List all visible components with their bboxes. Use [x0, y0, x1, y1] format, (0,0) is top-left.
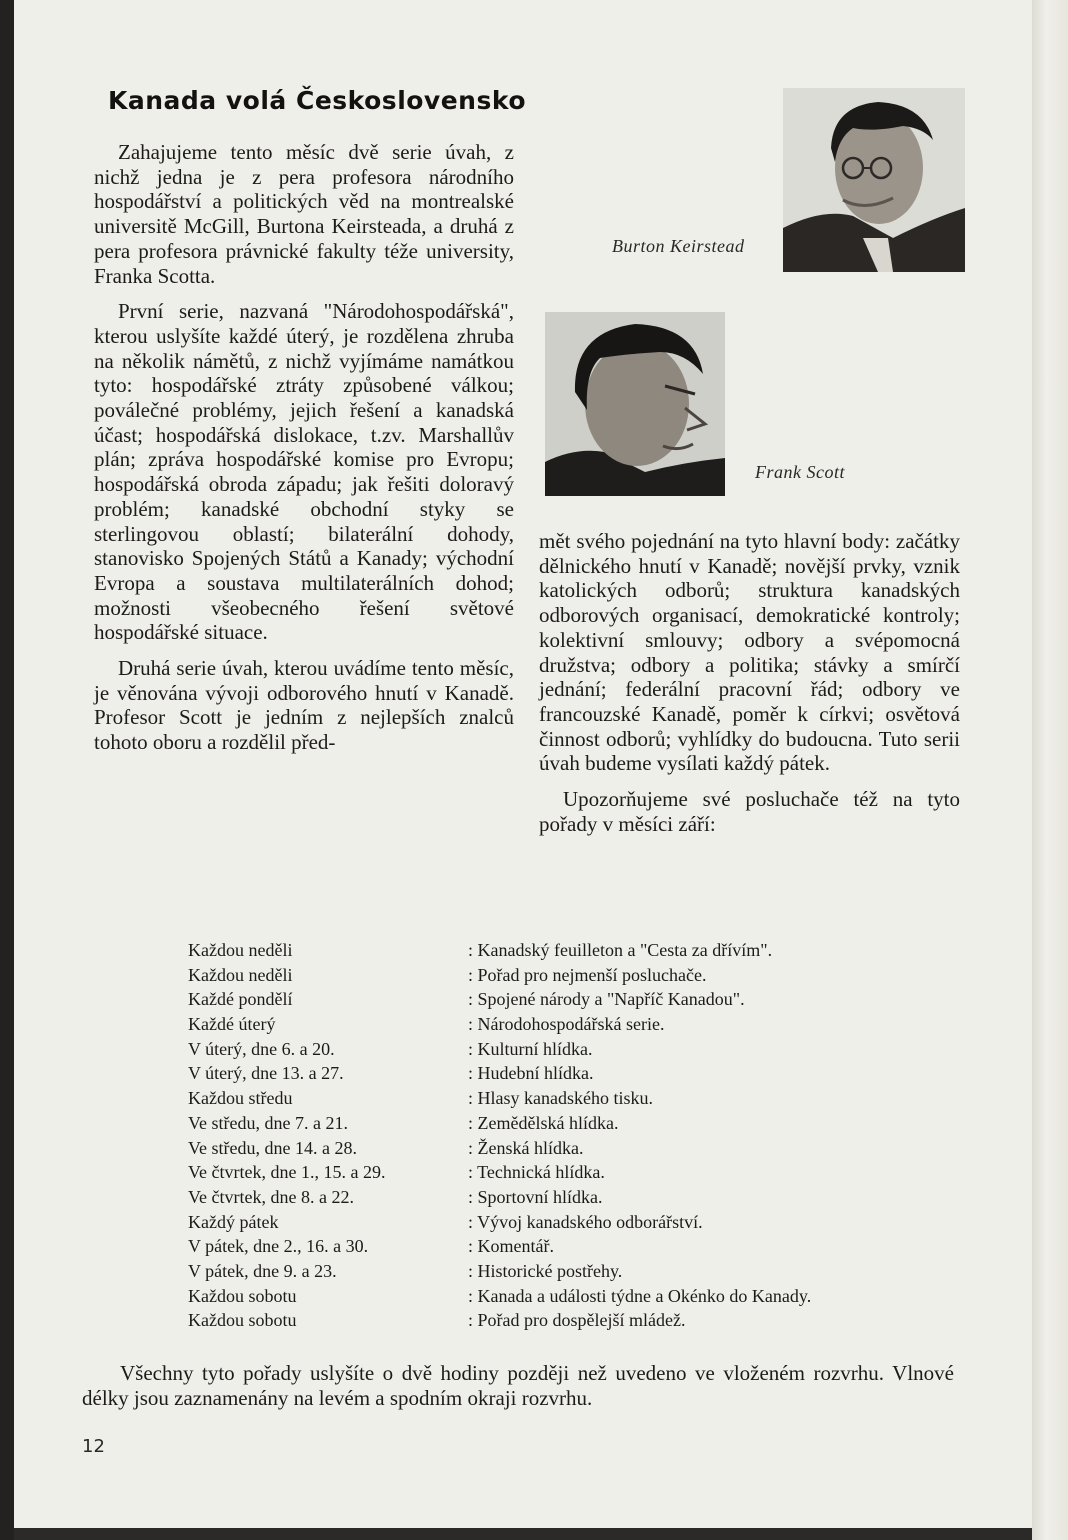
closing-paragraph: Všechny tyto pořady uslyšíte o dvě hodiny později než uvedeno ve vloženém rozvrhu. Vlnové délky jsou zaznamenány na levém a spodním okraji rozvrhu. [82, 1361, 954, 1410]
schedule-program: : Historické postřehy. [468, 1260, 623, 1281]
schedule-row [188, 1111, 948, 1136]
schedule-program: : Vývoj kanadského odborářství. [468, 1211, 703, 1232]
portrait-keirstead-image [783, 88, 965, 272]
schedule-row [188, 1234, 948, 1259]
schedule-program: : Pořad pro dospělejší mládež. [468, 1310, 686, 1331]
schedule-program: : Hudební hlídka. [468, 1063, 594, 1084]
schedule-row [188, 1185, 948, 1210]
schedule-day: Ve čtvrtek, dne 1., 15. a 29. [188, 1162, 386, 1183]
schedule-day: V úterý, dne 13. a 27. [188, 1063, 344, 1084]
schedule-row [188, 987, 948, 1012]
schedule-day: Každou sobotu [188, 1310, 297, 1331]
schedule-program: : Kanada a události týdne a Okénko do Kanady. [468, 1285, 812, 1306]
schedule-program: : Technická hlídka. [468, 1162, 605, 1183]
schedule-day: Každé pondělí [188, 989, 293, 1010]
portrait-scott-image [545, 312, 725, 496]
schedule-day: Každou středu [188, 1088, 293, 1109]
portrait-photo-keirstead [783, 88, 965, 272]
schedule-row [188, 1086, 948, 1111]
article-title: Kanada volá Československo [108, 86, 526, 115]
paragraph: mět svého pojednání na tyto hlavní body: začátky dělnického hnutí v Kanadě; novější prvky, vznik katolických odborů; struktura kanadských odborových organisací, demokratické kontroly; kolektivní smlouvy; odbory a svépomocná družstva; odbory a politika; stávky a smírčí jednání; federální pracovní řád; odbory ve francouzské Kanadě, poměr k církvi; osvětová činnost odborů; vyhlídky do budoucna. Tuto serii úvah budeme vysílati každý pátek. [539, 529, 960, 776]
schedule-day: Každou neděli [188, 964, 293, 985]
text-column-right [539, 529, 960, 836]
schedule-program: : Kulturní hlídka. [468, 1038, 593, 1059]
schedule-row [188, 938, 948, 963]
schedule-day: V pátek, dne 9. a 23. [188, 1260, 337, 1281]
photo-caption: Burton Keirstead [612, 236, 745, 256]
schedule-day: V pátek, dne 2., 16. a 30. [188, 1236, 369, 1257]
schedule-day: Každé úterý [188, 1014, 276, 1035]
schedule-row [188, 1284, 948, 1309]
page-number: 12 [82, 1436, 105, 1457]
schedule-row [188, 1308, 948, 1333]
schedule-day: V úterý, dne 6. a 20. [188, 1038, 335, 1059]
schedule-row [188, 1061, 948, 1086]
schedule-day: Každou sobotu [188, 1285, 297, 1306]
schedule-program: : Pořad pro nejmenší posluchače. [468, 964, 707, 985]
page-gutter-shadow [0, 0, 14, 1540]
next-page-edge [1032, 0, 1068, 1540]
schedule-program: : Hlasy kanadského tisku. [468, 1088, 653, 1109]
schedule-row [188, 1210, 948, 1235]
schedule-row [188, 1259, 948, 1284]
schedule-day: Každý pátek [188, 1211, 279, 1232]
paragraph: Upozorňujeme své posluchače též na tyto pořady v měsíci září: [539, 787, 960, 836]
schedule-row [188, 963, 948, 988]
schedule-program: : Spojené národy a "Napříč Kanadou". [468, 989, 745, 1010]
schedule-day: Každou neděli [188, 940, 293, 960]
schedule-row [188, 1160, 948, 1185]
schedule-day: Ve čtvrtek, dne 8. a 22. [188, 1186, 354, 1207]
paragraph: Zahajujeme tento měsíc dvě serie úvah, z nichž jedna je z pera profesora národního hospodářství a politických věd na montrealské universitě McGill, Burtona Keirsteada, a druhá z pera profesora právnické fakulty téže university, Franka Scotta. [94, 140, 514, 288]
paragraph: Druhá serie úvah, kterou uvádíme tento měsíc, je věnována vývoji odborového hnutí v Kanadě. Profesor Scott je jedním z nejlepších znalců tohoto oboru a rozdělil před- [94, 656, 514, 755]
schedule-day: Ve středu, dne 7. a 21. [188, 1112, 348, 1133]
schedule-row [188, 1037, 948, 1062]
paragraph: První serie, nazvaná "Národohospodářská", kterou uslyšíte každé úterý, je rozdělena zhruba na několik námětů, z nichž vyjímáme namátkou tyto: hospodářské ztráty způsobené válkou; poválečné problémy, jejich řešení a kanadská účast; hospodářská dislokace, t.zv. Marshallův plán; zpráva hospodářské komise pro Evropu; hospodářská obroda západu; jak řešiti doloravý problém; kanadské obchodní styky se sterlingovou oblastí; bilaterální dohody, stanovisko Spojených Států a Kanady; východní Evropa a soustava multilaterálních dohod; možnosti všeobecného řešení světové hospodářské situace. [94, 299, 514, 645]
schedule-program: : Kanadský feuilleton a "Cesta za dřívím". [468, 940, 773, 960]
program-schedule [188, 938, 948, 1333]
schedule-program: : Národohospodářská serie. [468, 1014, 665, 1035]
schedule-program: : Sportovní hlídka. [468, 1186, 603, 1207]
schedule-row [188, 1012, 948, 1037]
schedule-program: : Ženská hlídka. [468, 1137, 584, 1158]
text-column-left [94, 140, 514, 755]
portrait-photo-scott [545, 312, 725, 496]
photo-caption: Frank Scott [755, 462, 845, 482]
schedule-program: : Komentář. [468, 1236, 554, 1257]
schedule-day: Ve středu, dne 14. a 28. [188, 1137, 357, 1158]
schedule-program: : Zemědělská hlídka. [468, 1112, 619, 1133]
schedule-row [188, 1136, 948, 1161]
